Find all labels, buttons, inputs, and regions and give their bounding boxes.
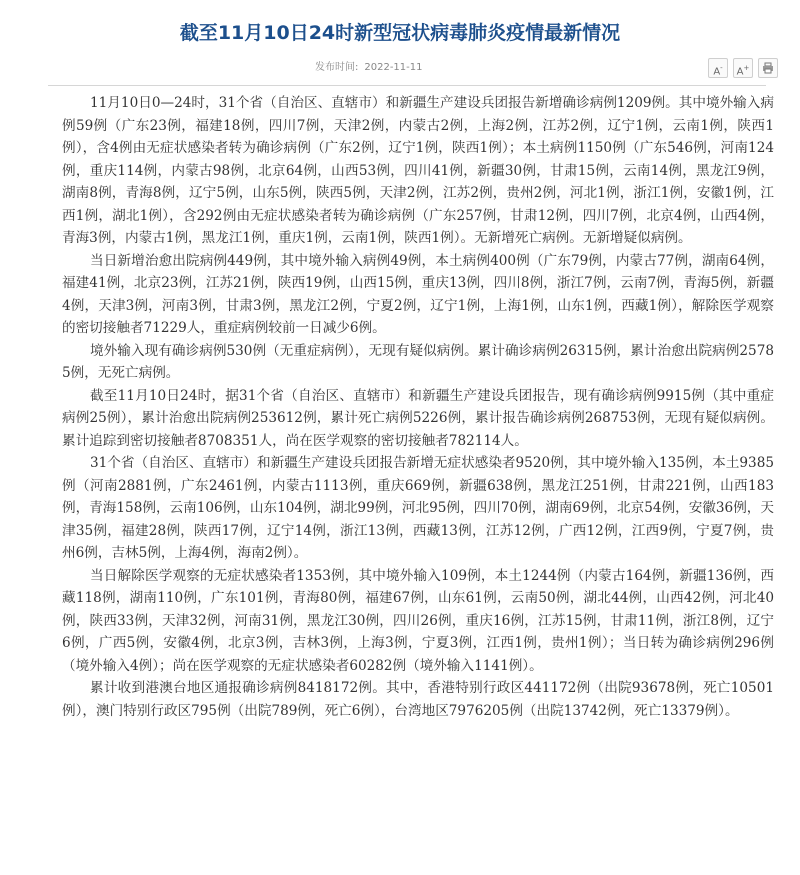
title-divider	[48, 85, 766, 86]
paragraph-hk-macau-taiwan: 累计收到港澳台地区通报确诊病例8418172例。其中，香港特别行政区441172例（出院93678例，死亡10501例），澳门特别行政区795例（出院789例，死亡6例），台湾地区7976205例（出院13742例，死亡13379例）。	[62, 680, 774, 719]
meta-bar	[48, 52, 766, 82]
font-decrease-button[interactable]	[708, 58, 728, 78]
publish-label: 发布时间:	[315, 62, 359, 73]
font-increase-button[interactable]	[733, 58, 753, 78]
paragraph-recovered: 当日新增治愈出院病例449例，其中境外输入病例49例，本土病例400例（广东79例，内蒙古77例，湖南64例，福建41例，北京23例，江苏21例，陕西19例，山西15例，重庆13例，四川8例，浙江7例，云南7例，青海5例，新疆4例，天津3例，河南3例，甘肃3例，黑龙江2例，宁夏2例，辽宁1例，上海1例，山东1例，西藏1例），解除医学观察的密切接触者71229人，重症病例较前一日减少6例。	[62, 252, 774, 336]
print-button[interactable]	[758, 58, 778, 78]
printer-icon	[762, 62, 774, 74]
article-body	[62, 92, 774, 722]
paragraph-new-confirmed: 11月10日0—24时，31个省（自治区、直辖市）和新疆生产建设兵团报告新增确诊病例1209例。其中境外输入病例59例（广东23例，福建18例，四川7例，天津2例，内蒙古2例，上海2例，江苏2例，辽宁1例，云南1例，陕西1例），含4例由无症状感染者转为确诊病例（广东2例，辽宁1例，陕西1例）；本土病例1150例（广东546例，河南124例，重庆114例，内蒙古98例，北京64例，山西53例，四川41例，新疆30例，甘肃15例，云南14例，黑龙江9例，湖南8例，青海8例，辽宁5例，山东5例，陕西5例，天津2例，江苏2例，贵州2例，河北1例，浙江1例，安徽1例，江西1例，湖北1例），含292例由无症状感染者转为确诊病例（广东257例，甘肃12例，四川7例，北京4例，山西4例，青海3例，内蒙古1例，黑龙江1例，重庆1例，云南1例，陕西1例）。无新增死亡病例。无新增疑似病例。	[62, 95, 774, 246]
publish-time	[315, 58, 423, 73]
article-title: 截至11月10日24时新型冠状病毒肺炎疫情最新情况	[179, 22, 621, 44]
publish-date: 2022-11-11	[364, 62, 423, 73]
font-decrease-label: A	[713, 66, 721, 78]
paragraph-asymptomatic-released: 当日解除医学观察的无症状感染者1353例，其中境外输入109例，本土1244例（内蒙古164例，新疆136例，西藏118例，湖南110例，广东101例，青海80例，福建67例，山东61例，云南50例，湖北44例，山西42例，河北40例，陕西33例，天津32例，河南31例，黑龙江30例，四川26例，重庆16例，江苏15例，甘肃11例，浙江8例，辽宁6例，广西5例，安徽4例，北京3例，吉林3例，上海3例，宁夏3例，江西1例，贵州1例）；当日转为确诊病例296例（境外输入4例）；尚在医学观察的无症状感染者60282例（境外输入1141例）。	[62, 567, 774, 674]
minus-icon: -	[720, 64, 723, 72]
paragraph-cumulative: 截至11月10日24时，据31个省（自治区、直辖市）和新疆生产建设兵团报告，现有确诊病例9915例（其中重症病例25例），累计治愈出院病例253612例，累计死亡病例5226例，累计报告确诊病例268753例，无现有疑似病例。累计追踪到密切接触者8708351人，尚在医学观察的密切接触者782114人。	[62, 387, 774, 449]
plus-icon: +	[743, 64, 750, 72]
font-increase-label: A	[736, 66, 744, 78]
paragraph-imported-current: 境外输入现有确诊病例530例（无重症病例），无现有疑似病例。累计确诊病例26315例，累计治愈出院病例25785例，无死亡病例。	[62, 342, 774, 381]
paragraph-asymptomatic-new: 31个省（自治区、直辖市）和新疆生产建设兵团报告新增无症状感染者9520例，其中境外输入135例，本土9385例（河南2881例，广东2461例，内蒙古1113例，重庆669例，新疆638例，黑龙江251例，甘肃221例，山西183例，青海158例，云南106例，山东104例，湖北99例，河北95例，四川70例，湖南69例，北京54例，安徽36例，天津35例，福建28例，陕西17例，辽宁14例，浙江13例，西藏13例，江苏12例，广西12例，江西9例，宁夏7例，贵州6例，吉林5例，上海4例，海南2例）。	[62, 455, 774, 561]
